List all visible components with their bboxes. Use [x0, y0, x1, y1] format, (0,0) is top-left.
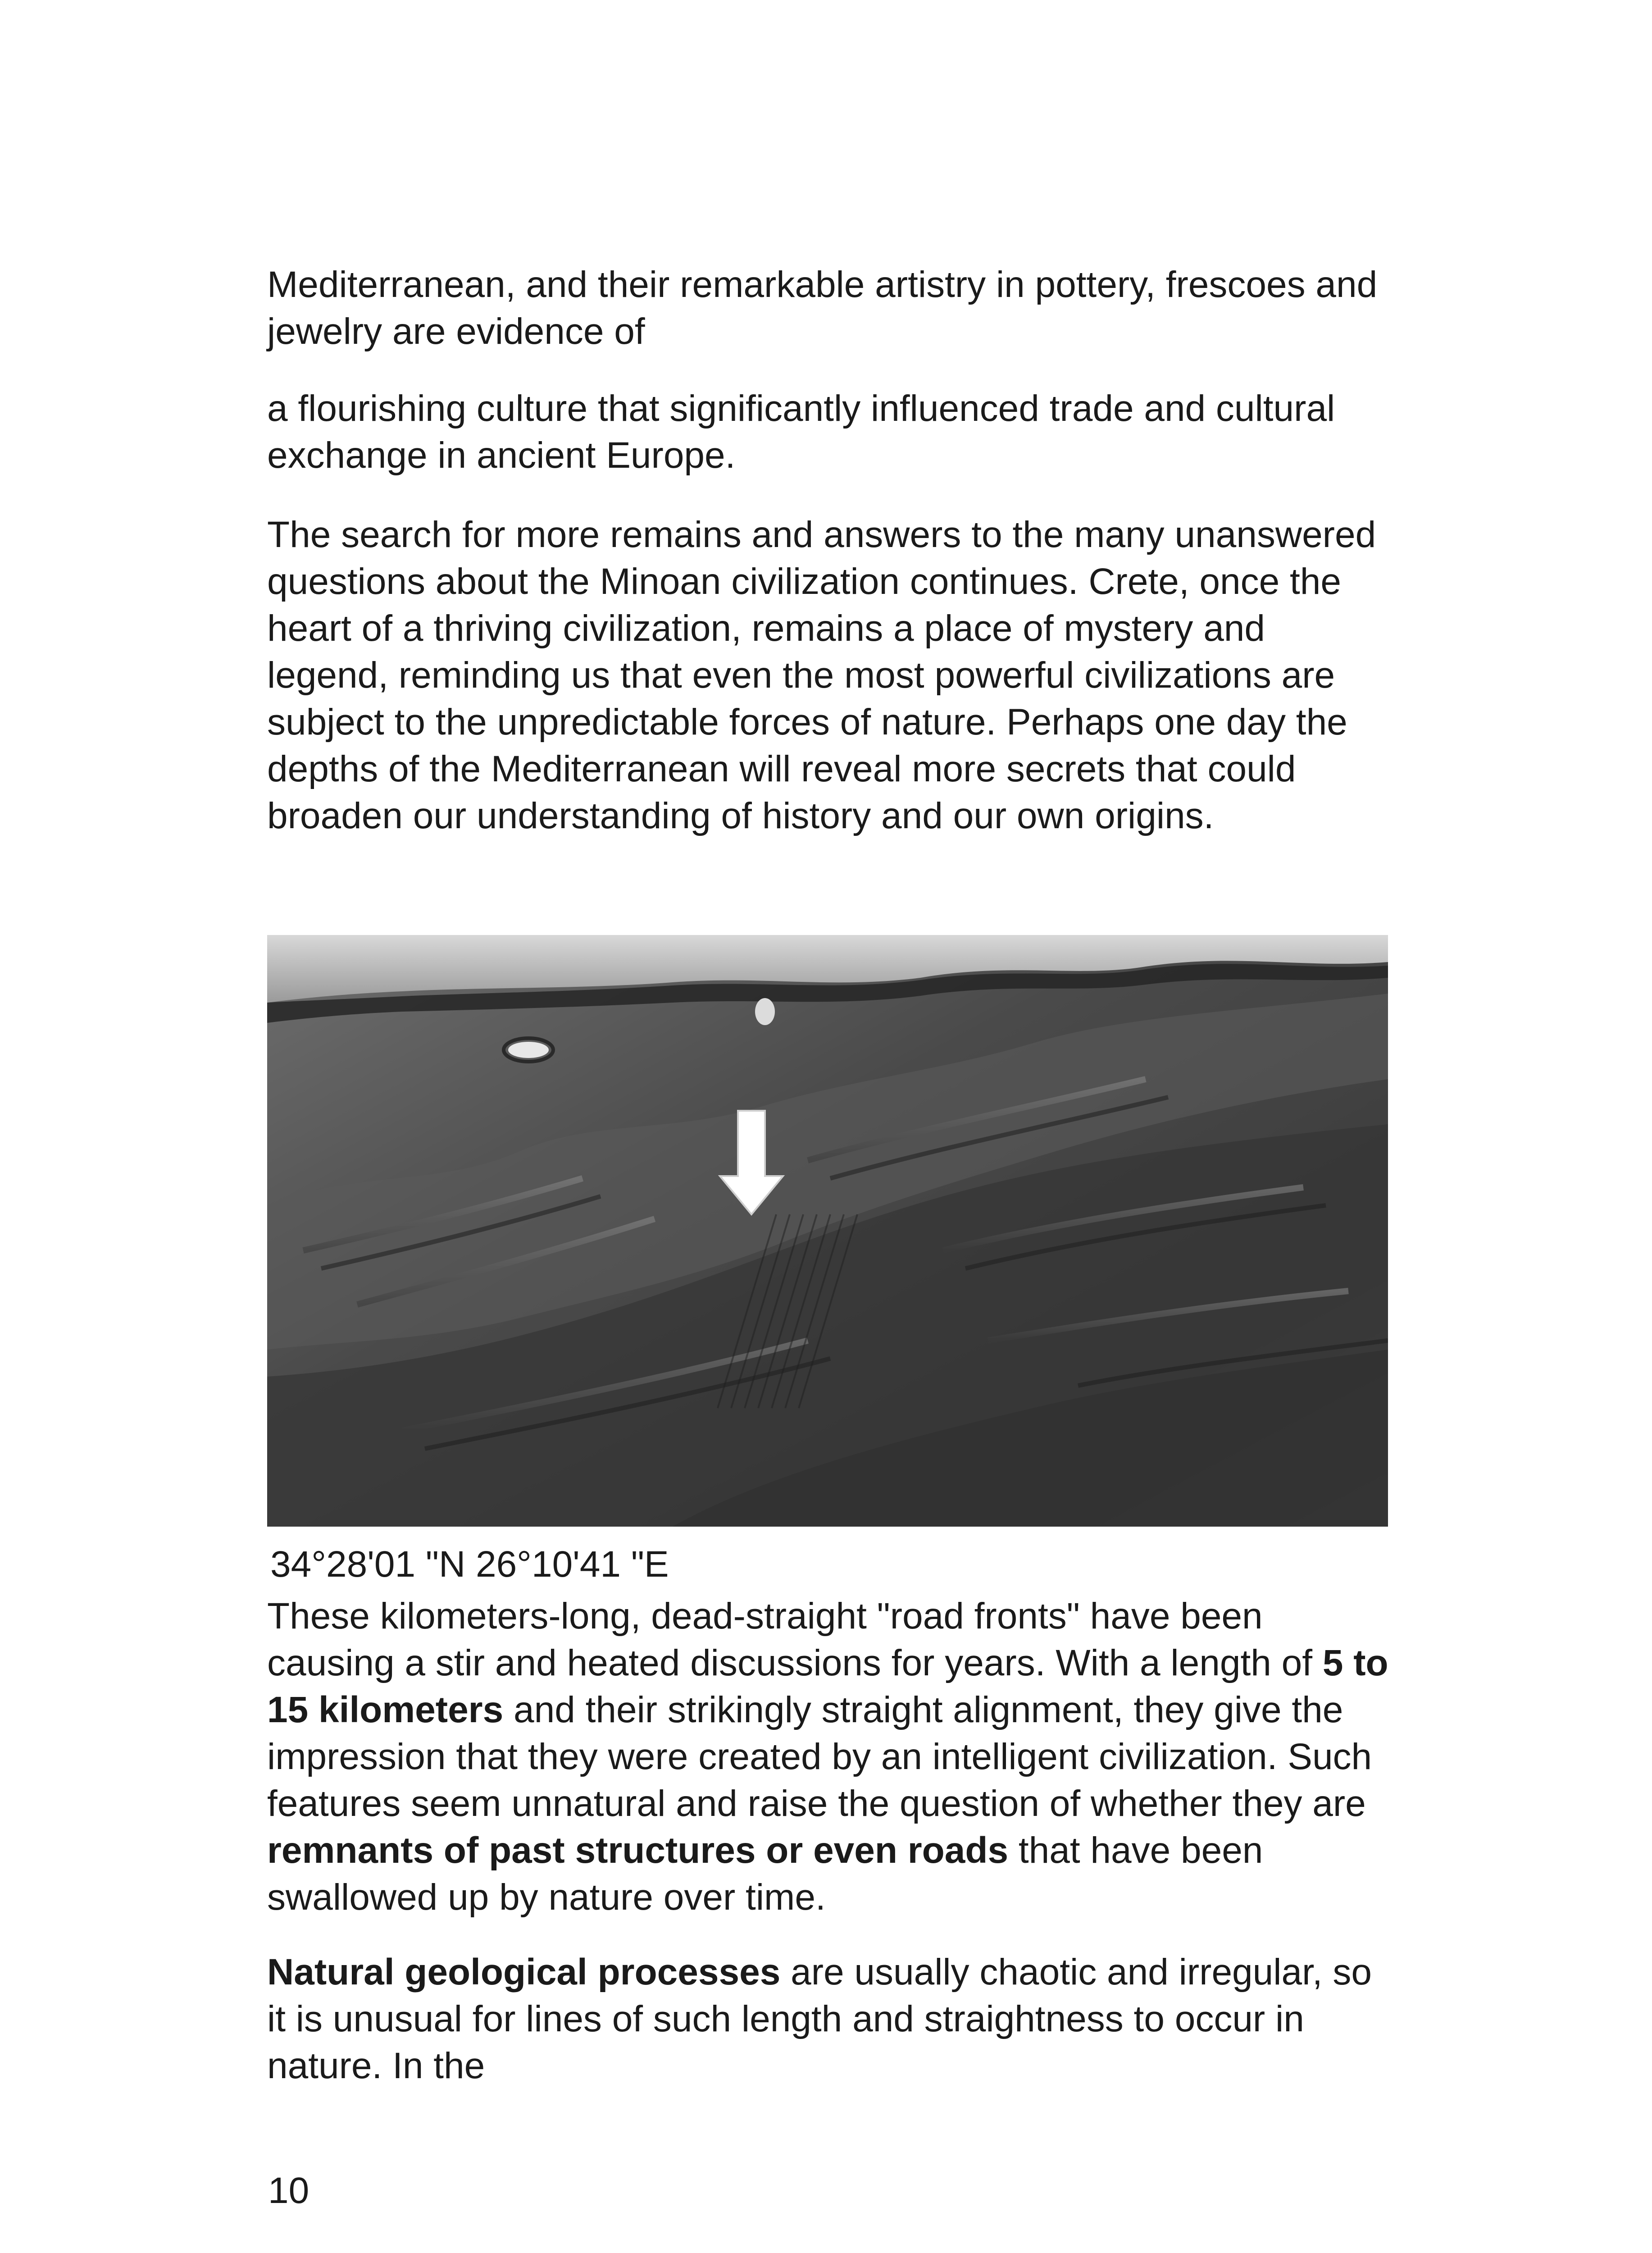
text-run: These kilometers-long, dead-straight "road fronts" have been causing a stir and heated discussions for years. With a length of [267, 1596, 1323, 1683]
seafloor-satellite-image [267, 935, 1388, 1527]
text-run: that have been swallowed up by nature over time. [267, 1830, 1263, 1918]
page-number: 10 [268, 2170, 309, 2211]
text-run: and their strikingly straight alignment, they give the impression that they were created by an intelligent civilization. Such features seem unnatural and raise the question of whether they are [267, 1689, 1372, 1824]
bold-remnants: remnants of past structures or even roads [267, 1830, 1009, 1871]
paragraph-search: The search for more remains and answers to the many unanswered questions about the Minoan civilization continues. Crete, once the heart of a thriving civilization, remains a place of mystery and legend, reminding us that even the most powerful civilizations are subject to the unpredictable forces of nature. Perhaps one day the depths of the Mediterranean will reveal more secrets that could broaden our understanding of history and our own origins. [267, 514, 1376, 836]
paragraph-road-fronts [267, 1593, 1392, 1921]
bold-geological-processes: Natural geological processes [267, 1952, 781, 1993]
figure-caption-coordinates: 34°28'01 "N 26°10'41 "E [270, 1544, 669, 1585]
paragraph-continued: Mediterranean, and their remarkable artistry in pottery, frescoes and jewelry are evidence of [267, 264, 1378, 352]
bold-length: 5 to 15 kilometers [267, 1642, 1388, 1730]
paragraph-culture: a flourishing culture that significantly influenced trade and cultural exchange in ancient Europe. [267, 388, 1335, 476]
text-run: are usually chaotic and irregular, so it is unusual for lines of such length and straightness to occur in nature. In the [267, 1952, 1372, 2086]
paragraph-geological [267, 1949, 1392, 2089]
